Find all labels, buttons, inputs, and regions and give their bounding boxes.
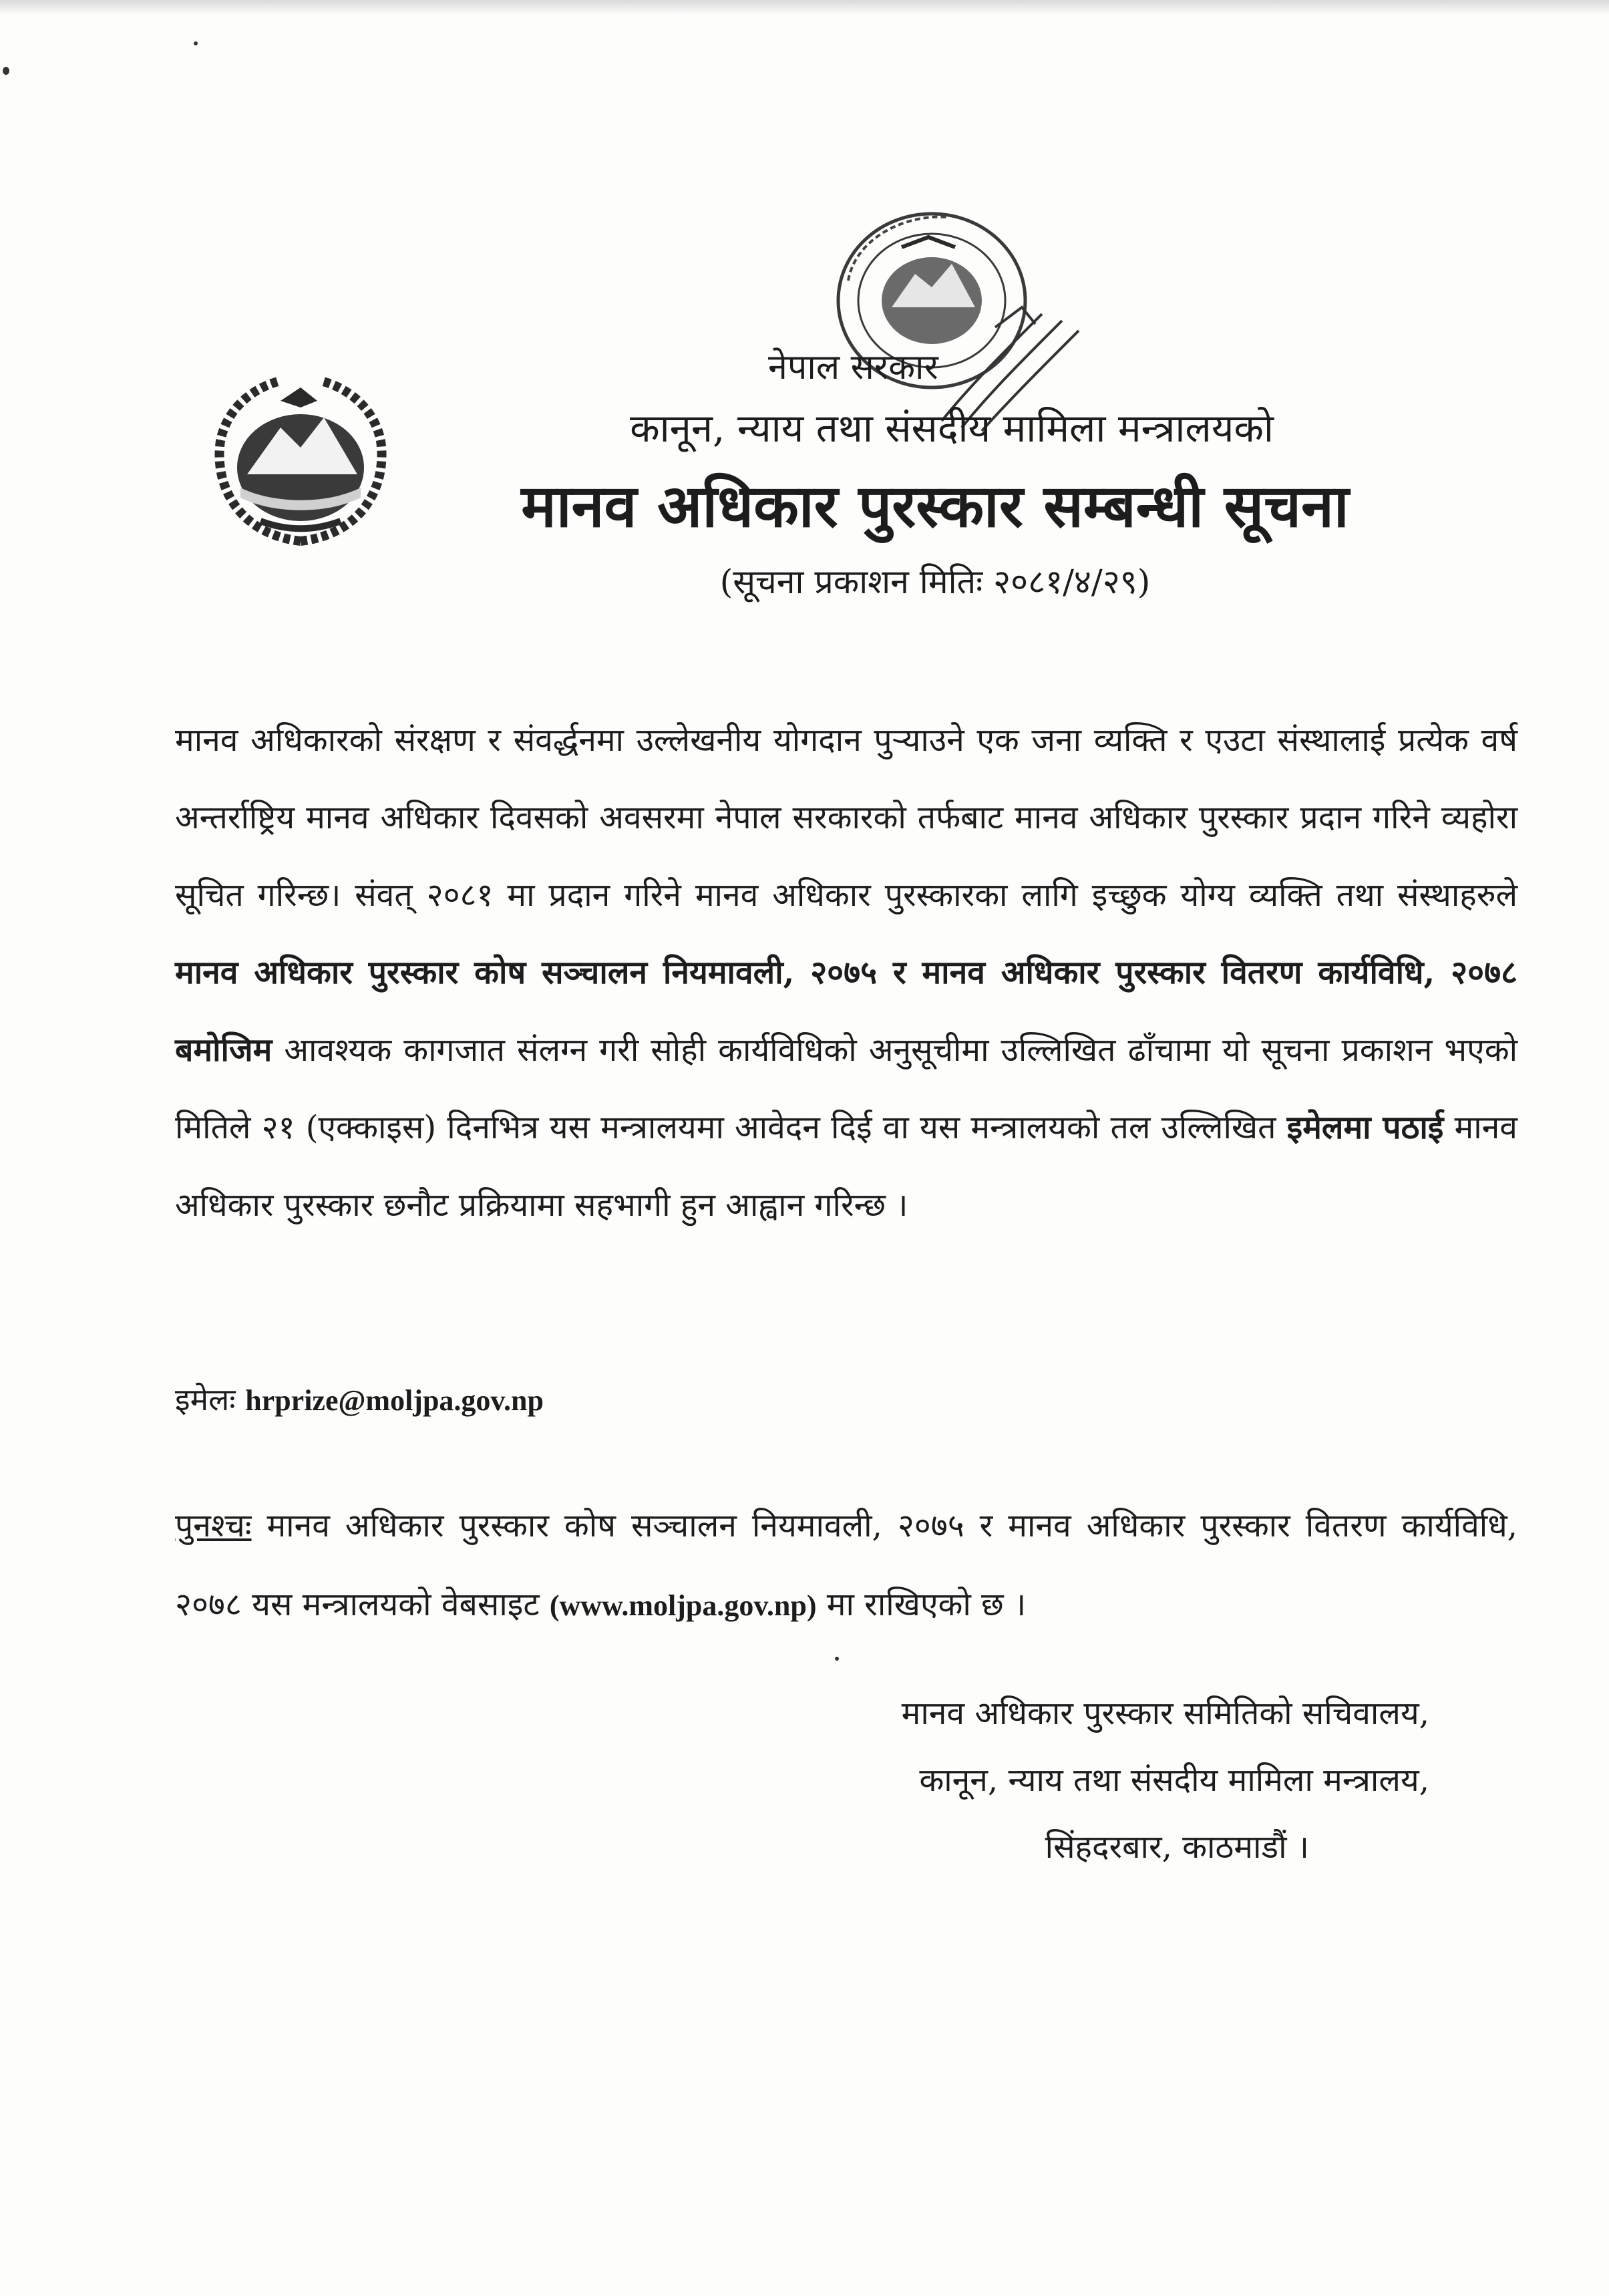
notice-body: [175, 701, 1517, 1244]
publication-date: (सूचना प्रकाशन मितिः २०८१/४/२९): [719, 562, 1151, 601]
postscript-text-end: मा राखिएको छ ।: [816, 1586, 1027, 1623]
signoff-address: सिंहदरबार, काठमाडौं ।: [1045, 1828, 1309, 1866]
scan-speck: [3, 67, 9, 75]
government-name: नेपाल सरकार: [768, 347, 938, 387]
signoff-secretariat: मानव अधिकार पुरस्कार समितिको सचिवालय,: [901, 1695, 1429, 1732]
body-text: मानव अधिकारको संरक्षण र संवर्द्धनमा उल्लेखनीय योगदान पुर्‍याउने एक जना व्यक्ति र एउटा संस्थालाई प्रत्येक वर्ष अन्तर्राष्ट्रिय मानव अधिकार दिवसको अवसरमा नेपाल सरकारको तर्फबाट मानव अधिकार पुरस्कार प्रदान गरिने व्यहोरा सूचित गरिन्छ। संवत् २०८१ मा प्रदान गरिने मानव अधिकार पुरस्कारका लागि इच्छुक योग्य व्यक्ति तथा संस्थाहरुले: [175, 721, 1517, 914]
signoff-block: [835, 1680, 1503, 1880]
postscript-text: मानव अधिकार पुरस्कार कोष सञ्चालन नियमावली, २०७५ र मानव अधिकार पुरस्कार वितरण कार्यविधि, २०७८ यस मन्त्रालयको वेबसाइट: [175, 1507, 1517, 1623]
email-address-link[interactable]: hrprize@moljpa.gov.np: [245, 1384, 544, 1417]
signoff-ministry: कानून, न्याय तथा संसदीय मामिला मन्त्रालय,: [919, 1762, 1429, 1799]
ministry-name: कानून, न्याय तथा संसदीय मामिला मन्त्रालयको: [630, 405, 1274, 451]
website-link[interactable]: (www.moljpa.gov.np): [549, 1589, 817, 1622]
postscript: [175, 1486, 1517, 1645]
scan-edge-shadow: [0, 0, 1609, 15]
body-text: मानव अधिकार पुरस्कार छनौट प्रक्रियामा सहभागी हुन आह्वान गरिन्छ ।: [175, 1109, 1517, 1224]
scan-speck: [835, 1657, 839, 1661]
nepal-government-emblem-icon: [200, 361, 401, 561]
scan-speck: [194, 41, 198, 45]
body-bold-rules: मानव अधिकार पुरस्कार कोष सञ्चालन नियमावली, २०७५ र मानव अधिकार पुरस्कार वितरण कार्यविधि, २०७८ बमोजिम: [175, 954, 1517, 1069]
body-bold-email: इमेलमा पठाई: [1286, 1109, 1444, 1146]
email-line: [175, 1376, 1177, 1424]
notice-title: मानव अधिकार पुरस्कार सम्बन्धी सूचना: [521, 471, 1349, 540]
postscript-label: पुनश्चः: [175, 1507, 252, 1544]
body-text: आवश्यक कागजात संलग्न गरी सोही कार्यविधिको अनुसूचीमा उल्लिखित ढाँचामा यो सूचना प्रकाशन भएको मितिले २१ (एक्काइस) दिनभित्र यस मन्त्रालयमा आवेदन दिई वा यस मन्त्रालयको तल उल्लिखित: [175, 1031, 1517, 1146]
email-label: इमेलः: [175, 1381, 236, 1418]
